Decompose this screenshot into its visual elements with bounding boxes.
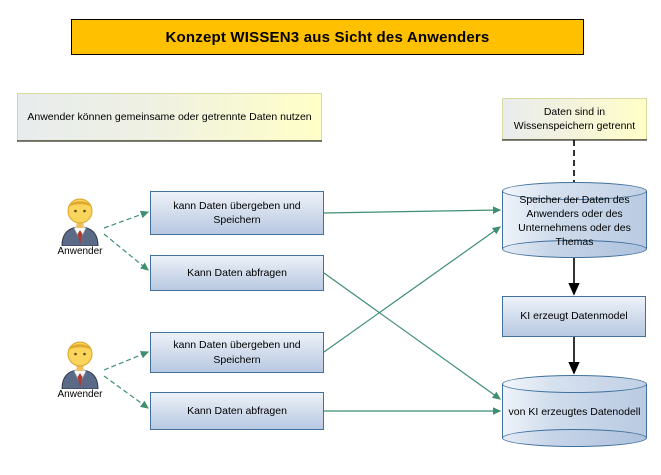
process-box-uebergeben-2-label: kann Daten übergeben und Speichern (173, 339, 301, 366)
page-title-text: Konzept WISSEN3 aus Sicht des Anwenders (165, 28, 490, 46)
note-right-text: Daten sind in Wissenspeichern getrennt (513, 105, 636, 132)
database-cylinder-datenmodell[interactable] (502, 375, 647, 447)
process-box-ki-datenmodell-label: KI erzeugt Datenmodel (520, 310, 628, 323)
actor-anwender-2-label: Anwender (57, 389, 103, 400)
actor-anwender-1-label: Anwender (57, 246, 103, 257)
person-icon (52, 194, 108, 246)
note-left-text: Anwender können gemeinsame oder getrennte Daten nutzen (27, 110, 312, 123)
process-box-uebergeben-1-label: kann Daten übergeben und Speichern (173, 199, 301, 226)
person-icon (52, 337, 108, 389)
actor-anwender-2[interactable] (52, 337, 108, 403)
note-right (502, 98, 647, 140)
process-box-ki-datenmodell[interactable] (502, 296, 646, 337)
process-box-abfragen-1[interactable] (150, 255, 324, 291)
page-title (71, 19, 584, 55)
database-cylinder-datenmodell-label: von KI erzeugtes Datenodell (508, 405, 641, 418)
database-cylinder-speicher-label: Speicher der Daten des Anwenders oder des Unternehmens oder des Themas (518, 193, 631, 249)
process-box-abfragen-2[interactable] (150, 392, 324, 430)
process-box-uebergeben-1[interactable] (150, 191, 324, 235)
note-left (17, 93, 322, 141)
process-box-abfragen-1-label: Kann Daten abfragen (187, 266, 287, 279)
database-cylinder-speicher[interactable] (502, 182, 647, 258)
process-box-uebergeben-2[interactable] (150, 332, 324, 373)
process-box-abfragen-2-label: Kann Daten abfragen (187, 404, 287, 417)
actor-anwender-1[interactable] (52, 194, 108, 260)
